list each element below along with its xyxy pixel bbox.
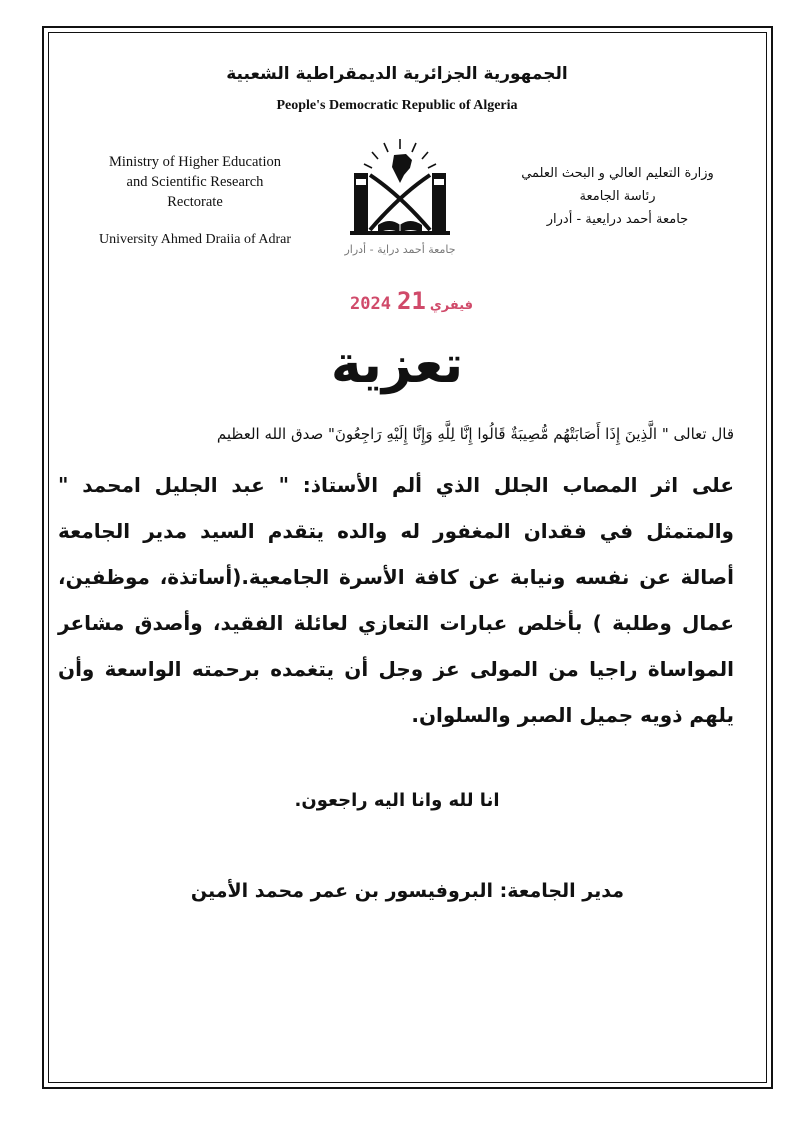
- stamp-month: فيفري: [429, 298, 474, 313]
- page-title: تعزية: [330, 335, 464, 395]
- quran-verse: قال تعالى " الَّذِينَ إِذَا أَصَابَتْهُم مُّصِيبَةٌ قَالُوا إِنَّا لِلَّهِ وَإِنَّا إِلَيْهِ رَاجِعُونَ" صدق الله العظيم: [216, 425, 734, 443]
- ministry-ar-line-2: رئاسة الجامعة: [579, 189, 656, 204]
- ministry-line-2: and Scientific Research: [126, 174, 264, 190]
- university-name-en: University Ahmed Draiia of Adrar: [98, 232, 292, 247]
- ministry-line-1: Ministry of Higher Education: [109, 154, 281, 170]
- stamp-year: 2024: [350, 294, 391, 314]
- date-stamp: [350, 287, 480, 319]
- ministry-block-en: [70, 152, 320, 212]
- stamp-day: 21: [396, 287, 426, 315]
- ministry-line-3: Rectorate: [167, 194, 223, 210]
- republic-title-ar: الجمهورية الجزائرية الديمقراطية الشعبية: [226, 64, 568, 84]
- signature-line: مدير الجامعة: البروفيسور بن عمر محمد الأمين: [190, 880, 624, 902]
- university-logo: [340, 135, 460, 260]
- ministry-ar-line-3: جامعة أحمد درايعية - أدرار: [546, 212, 689, 227]
- logo-caption: جامعة أحمد دراية - أدرار: [344, 243, 456, 256]
- ministry-block-ar: [500, 162, 735, 231]
- republic-title-en: People's Democratic Republic of Algeria: [276, 98, 518, 113]
- condolence-paragraph: على اثر المصاب الجلل الذي ألم الأستاذ: " عبد الجليل امحمد " والمتمثل في فقدان المغفور له والده يتقدم السيد مدير الجامعة أصالة عن نفسه ونيابة عن كافة الأسرة الجامعية.(أساتذة، موظفين، عمال وطلبة ) بأخلص عبارات التعازي لعائلة الفقيد، وأصدق مشاعر المواساة راجيا من المولى عز وجل أن يتغمده برحمته الواسعة وأن يلهم ذويه جميل الصبر والسلوان.: [58, 473, 734, 727]
- ministry-ar-line-1: وزارة التعليم العالي و البحث العلمي: [521, 166, 714, 181]
- closing-phrase: انا لله وانا اليه راجعون.: [294, 790, 500, 811]
- logo-emblem-icon: [340, 135, 460, 260]
